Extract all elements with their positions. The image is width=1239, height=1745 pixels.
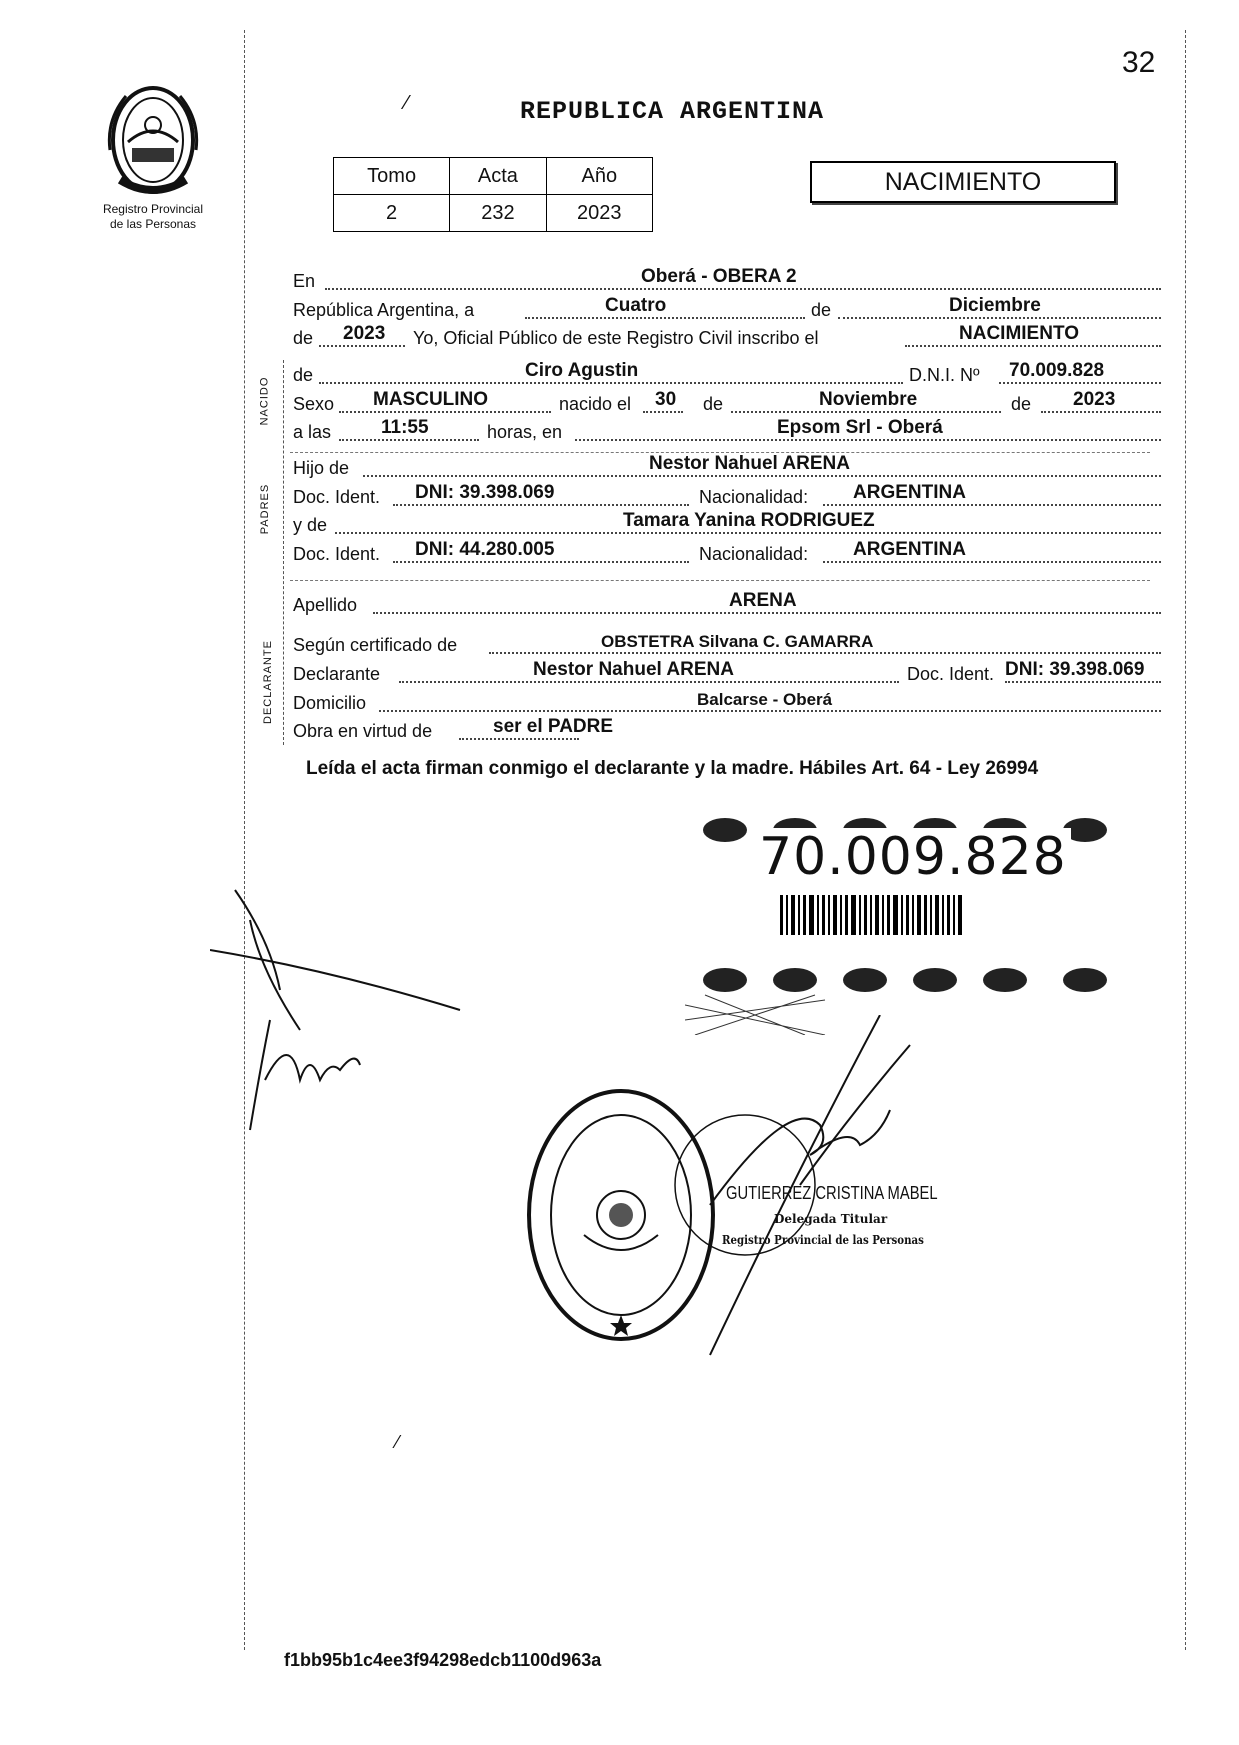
row-certificado <box>293 630 1163 658</box>
label-inscribo: Yo, Oficial Público de este Registro Civil inscribo el <box>413 328 819 348</box>
row-inscribo <box>293 323 1163 351</box>
province-logo <box>98 80 208 200</box>
separator-2 <box>290 580 1150 581</box>
value-tomo: 2 <box>334 195 450 232</box>
declarant-signature <box>210 880 470 1140</box>
label-nacido-de: de <box>703 394 724 414</box>
logo-caption-line-1: Registro Provincial <box>102 202 204 216</box>
value-dia: Cuatro <box>605 295 667 316</box>
row-republica <box>293 295 1163 323</box>
row-declarante <box>293 659 1163 687</box>
label-doc-madre: Doc. Ident. <box>293 544 381 564</box>
value-padre: Nestor Nahuel ARENA <box>649 453 850 474</box>
row-doc-padre <box>293 482 1163 510</box>
value-lugar-registro: Oberá - OBERA 2 <box>641 266 797 287</box>
row-doc-madre <box>293 539 1163 567</box>
value-domicilio: Balcarse - Oberá <box>697 690 833 709</box>
value-nacido-mes: Noviembre <box>819 389 918 410</box>
inner-margin-line <box>283 360 284 745</box>
value-anio: 2023 <box>546 195 652 232</box>
sticker-number: 70.009.828 <box>755 828 1071 886</box>
section-label-padres: PADRES <box>259 483 272 535</box>
value-certificado: OBSTETRA Silvana C. GAMARRA <box>601 632 874 651</box>
tick-mark: ⁄ <box>396 1432 400 1452</box>
section-label-nacido: NACIDO <box>258 376 271 426</box>
value-mes: Diciembre <box>949 295 1041 316</box>
document-title: REPUBLICA ARGENTINA <box>520 97 825 126</box>
header-acta: Acta <box>450 158 546 195</box>
label-sexo: Sexo <box>293 394 335 414</box>
official-name: GUTIERREZ CRISTINA MABEL <box>726 1183 938 1203</box>
label-nacido-el: nacido el <box>559 394 632 414</box>
label-a-las: a las <box>293 422 332 442</box>
value-nac-madre: ARGENTINA <box>853 539 966 560</box>
label-horas-en: horas, en <box>487 422 563 442</box>
label-nacido-de2: de <box>1011 394 1032 414</box>
value-madre: Tamara Yanina RODRIGUEZ <box>623 510 875 531</box>
label-certificado: Según certificado de <box>293 635 458 655</box>
label-obra: Obra en virtud de <box>293 721 433 741</box>
label-declarante: Declarante <box>293 664 381 684</box>
row-en <box>293 266 1163 294</box>
value-doc-padre: DNI: 39.398.069 <box>415 482 555 503</box>
security-sticker <box>685 800 1130 1035</box>
label-nac-padre: Nacionalidad: <box>699 487 809 507</box>
row-y-de <box>293 510 1163 538</box>
value-hora: 11:55 <box>381 417 429 438</box>
value-nac-padre: ARGENTINA <box>853 482 966 503</box>
right-margin-line <box>1185 30 1186 1650</box>
label-de-nombre: de <box>293 365 314 385</box>
document-hash: f1bb95b1c4ee3f94298edcb1100d963a <box>284 1650 602 1670</box>
row-apellido <box>293 590 1163 618</box>
row-hora <box>293 417 1163 445</box>
label-de-anio: de <box>293 328 314 348</box>
label-doc-declarante: Doc. Ident. <box>907 664 995 684</box>
row-sexo <box>293 389 1163 417</box>
left-margin-line <box>244 30 245 1650</box>
label-dni: D.N.I. Nº <box>909 365 980 385</box>
shield-emblem-icon <box>98 80 208 200</box>
value-dni: 70.009.828 <box>1009 360 1105 381</box>
row-domicilio <box>293 688 1163 716</box>
label-de-mes: de <box>811 300 832 320</box>
value-anio-inscripcion: 2023 <box>343 323 386 344</box>
closing-text: Leída el acta firman conmigo el declarante y la madre. Hábiles Art. 64 - Ley 26994 <box>306 758 1039 779</box>
label-republica: República Argentina, a <box>293 300 475 320</box>
header-tomo: Tomo <box>334 158 450 195</box>
handwritten-signature-icon <box>210 880 470 1140</box>
label-nac-madre: Nacionalidad: <box>699 544 809 564</box>
value-doc-madre: DNI: 44.280.005 <box>415 539 555 560</box>
label-y-de: y de <box>293 515 328 535</box>
value-apellido: ARENA <box>729 590 797 611</box>
value-declarante: Nestor Nahuel ARENA <box>533 659 734 680</box>
value-tipo-inscripcion: NACIMIENTO <box>959 323 1079 344</box>
official-org: Registro Provincial de las Personas <box>722 1233 924 1247</box>
label-en: En <box>293 271 316 291</box>
value-sexo: MASCULINO <box>373 389 489 410</box>
value-nombre: Ciro Agustin <box>525 360 639 381</box>
section-label-declarante: DECLARANTE <box>261 640 274 724</box>
value-doc-declarante: DNI: 39.398.069 <box>1005 659 1145 680</box>
row-hijo-de <box>293 453 1163 481</box>
label-domicilio: Domicilio <box>293 693 367 713</box>
tick-mark: ⁄ <box>405 92 409 114</box>
logo-caption <box>80 202 226 232</box>
official-role: Delegada Titular <box>774 1212 888 1226</box>
label-hijo-de: Hijo de <box>293 458 350 478</box>
value-obra: ser el PADRE <box>493 716 614 737</box>
page-number: 32 <box>1122 46 1156 79</box>
record-type-box: NACIMIENTO <box>810 161 1116 203</box>
row-nombre <box>293 360 1163 388</box>
logo-caption-line-2: de las Personas <box>109 217 197 231</box>
value-nacido-dia: 30 <box>655 389 677 410</box>
record-table <box>333 157 653 232</box>
value-lugar-nacimiento: Epsom Srl - Oberá <box>777 417 943 438</box>
label-apellido: Apellido <box>293 595 358 615</box>
value-nacido-anio: 2023 <box>1073 389 1116 410</box>
label-doc-padre: Doc. Ident. <box>293 487 381 507</box>
row-obra <box>293 716 1163 744</box>
value-acta: 232 <box>450 195 546 232</box>
header-anio: Año <box>546 158 652 195</box>
